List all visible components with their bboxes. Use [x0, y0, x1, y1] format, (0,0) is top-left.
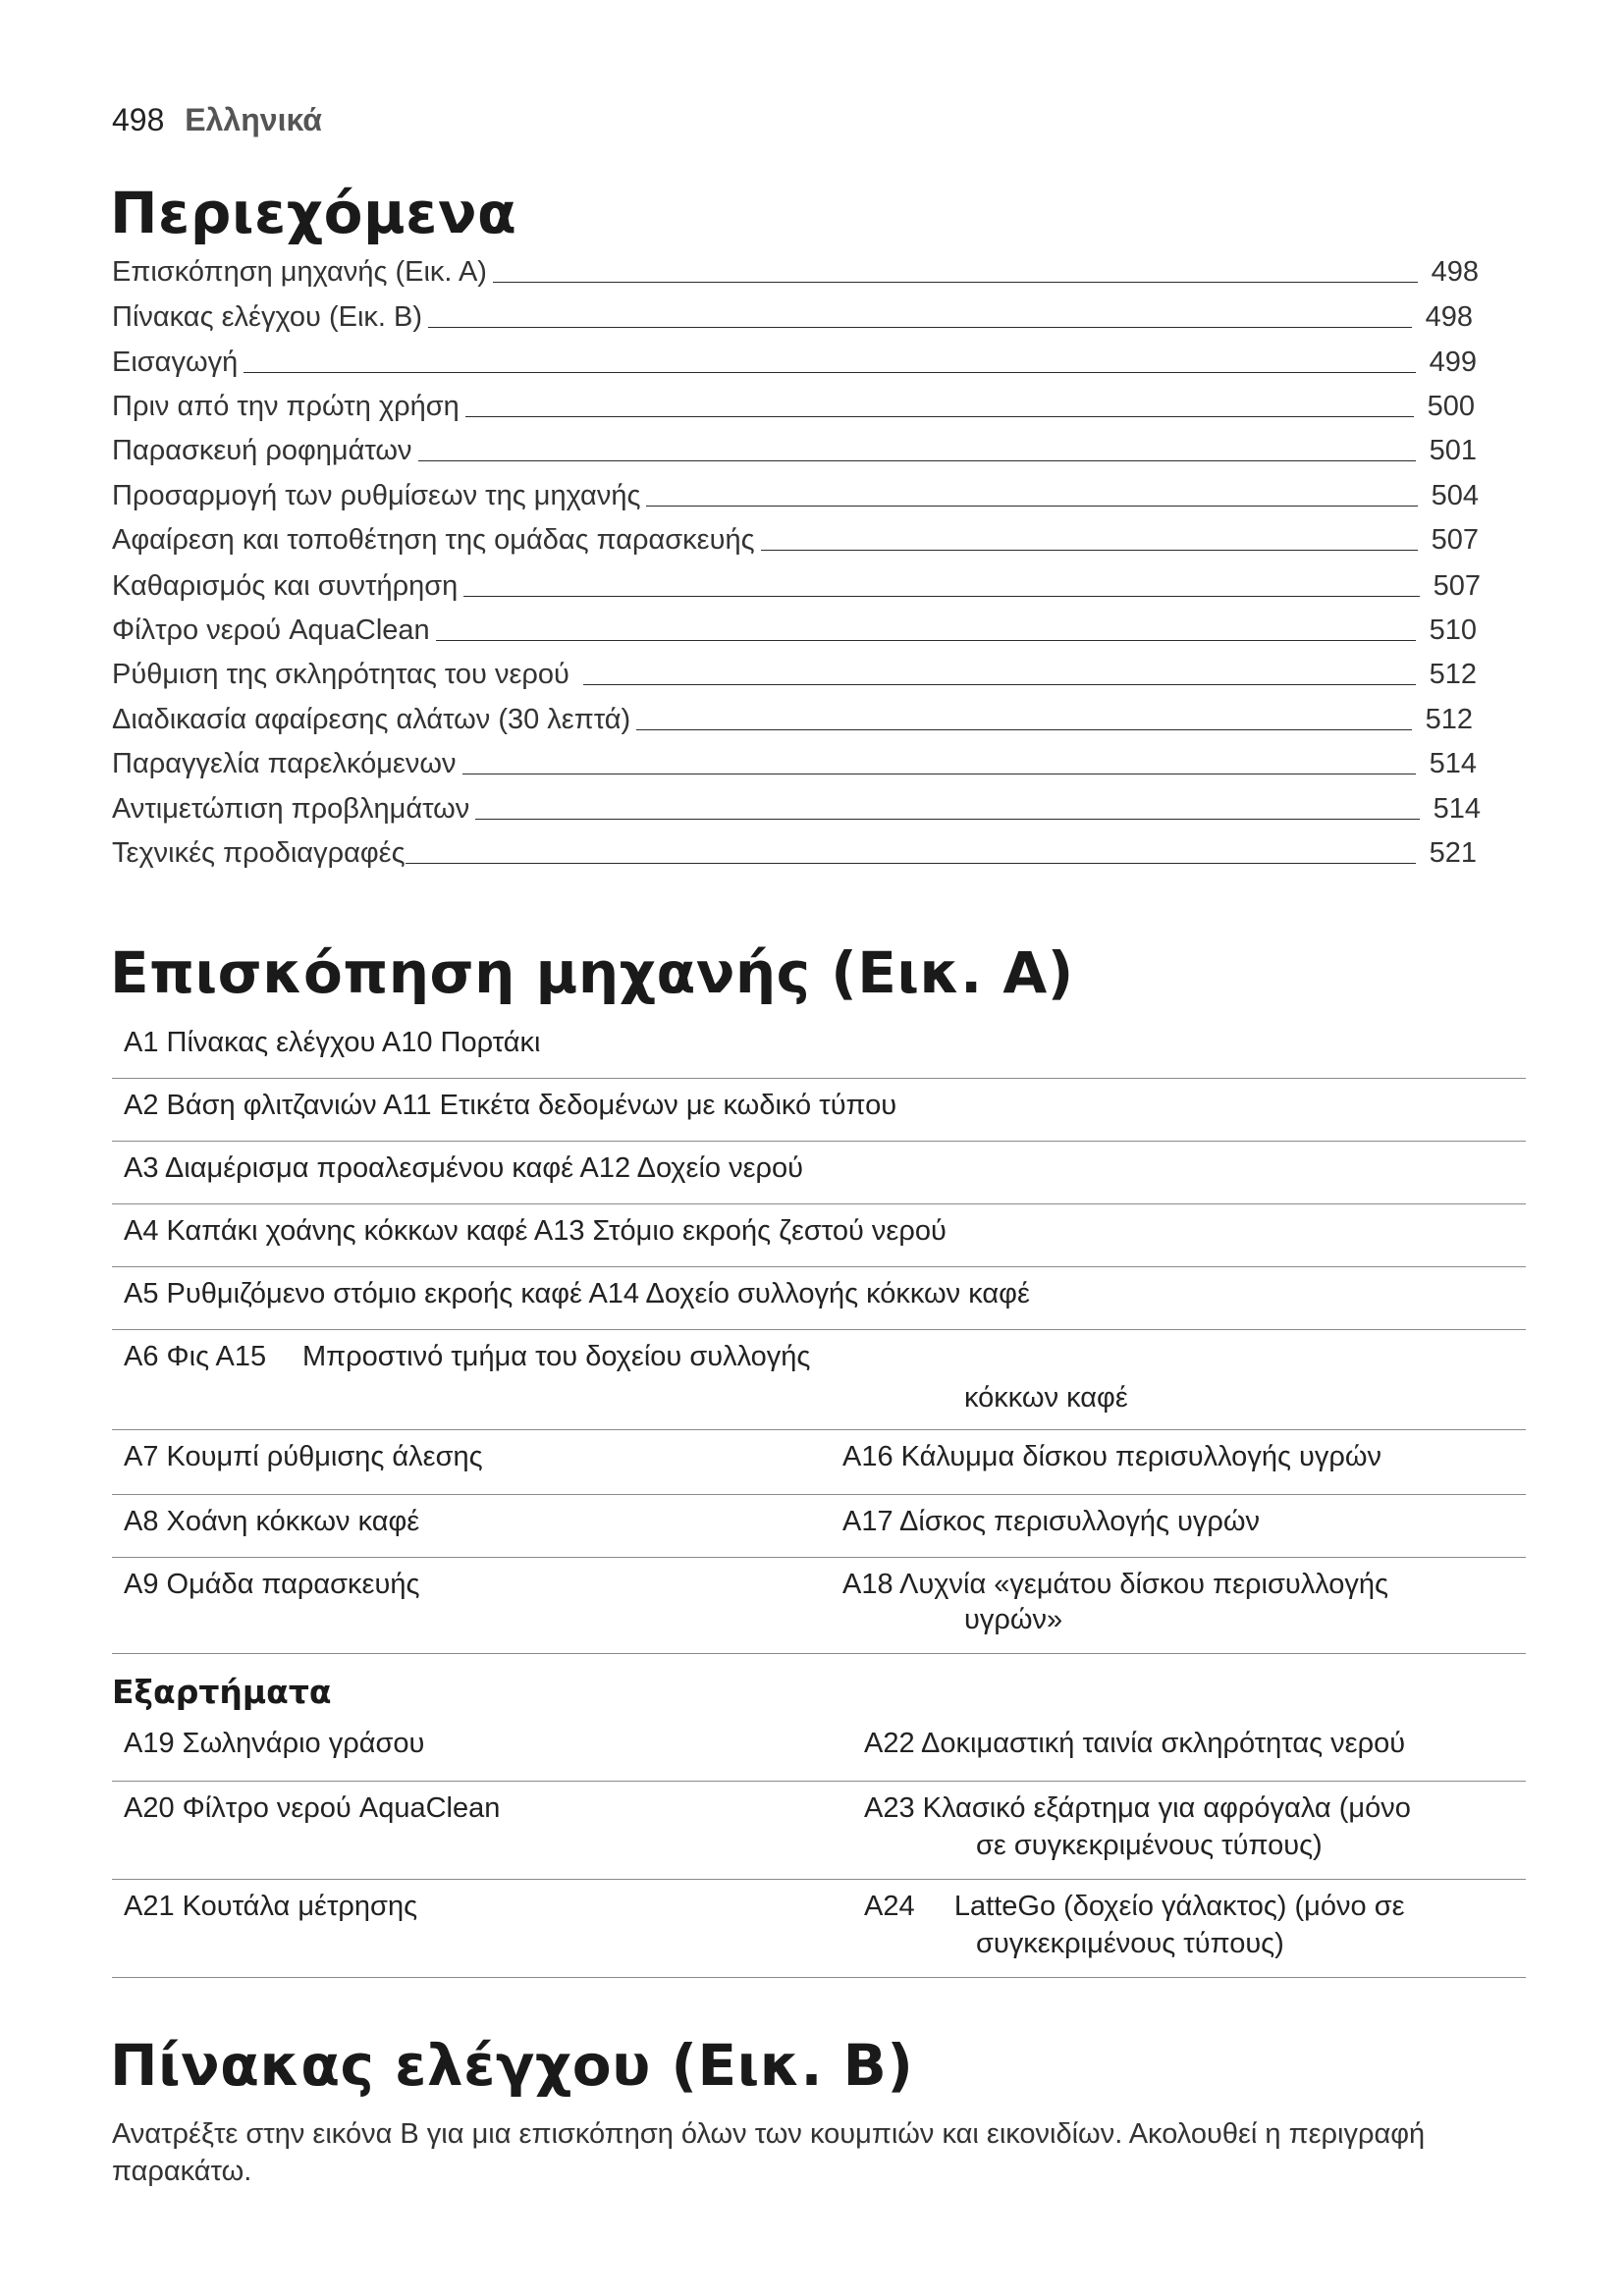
toc-entry-title: Καθαρισμός και συντήρηση: [112, 570, 459, 602]
toc-entry[interactable]: [112, 521, 1479, 557]
toc-entry[interactable]: [112, 298, 1473, 334]
toc-entry[interactable]: [112, 612, 1477, 647]
parts-row-text: Α3 Διαμέρισμα προαλεσμένου καφέ Α12 Δοχείο νερού: [124, 1152, 803, 1184]
toc-entry-title: Εισαγωγή: [112, 347, 239, 378]
toc-entry-title: Ρύθμιση της σκληρότητας του νερού: [112, 659, 569, 690]
toc-entry[interactable]: [112, 388, 1475, 423]
toc-leader-line: [244, 371, 1416, 373]
toc-entry-page: 507: [1433, 570, 1481, 602]
toc-entry-page: 521: [1429, 837, 1477, 869]
toc-leader-line: [418, 459, 1416, 461]
toc-entry-title: Διαδικασία αφαίρεσης αλάτων (30 λεπτά): [112, 704, 631, 735]
toc-leader-line: [475, 818, 1420, 820]
toc-entry[interactable]: [112, 253, 1479, 289]
toc-entry-title: Πίνακας ελέγχου (Εικ. Β): [112, 301, 422, 333]
control-panel-title: Πίνακας ελέγχου (Εικ. Β): [110, 2032, 914, 2099]
parts-row-text: Α1 Πίνακας ελέγχου Α10 Πορτάκι: [124, 1027, 541, 1058]
accessories-row: [112, 1881, 1526, 1978]
toc-leader-line: [493, 281, 1418, 283]
parts-row: [112, 1431, 1526, 1495]
running-header: [112, 102, 322, 138]
control-panel-intro: Ανατρέξτε στην εικόνα Β για μια επισκόπηση όλων των κουμπιών και εικονιδίων. Ακολουθεί η περιγραφή παρακάτω.: [112, 2118, 1426, 2187]
parts-row: [112, 1268, 1526, 1330]
accessories-title: Εξαρτήματα: [112, 1673, 332, 1711]
parts-row-text: Α6 Φις Α15: [124, 1341, 267, 1372]
page-number: 498: [112, 102, 165, 137]
parts-row: [112, 1017, 1526, 1079]
parts-row-left: Α8 Χοάνη κόκκων καφέ: [124, 1506, 420, 1537]
toc-entry[interactable]: [112, 701, 1473, 736]
parts-row: [112, 1080, 1526, 1142]
toc-leader-line: [636, 728, 1412, 730]
toc-entry[interactable]: [112, 656, 1477, 691]
accessories-row: [112, 1718, 1526, 1782]
toc-entry-page: 498: [1431, 256, 1479, 288]
toc-leader-line: [646, 505, 1418, 507]
toc-entry-title: Αντιμετώπιση προβλημάτων: [112, 793, 470, 825]
toc-entry[interactable]: [112, 567, 1481, 603]
toc-entry-title: Αφαίρεση και τοποθέτηση της ομάδας παρασκευής: [112, 524, 755, 556]
toc-entry-page: 498: [1425, 301, 1473, 333]
toc-entry-page: 514: [1433, 793, 1481, 825]
toc-entry-page: 514: [1429, 748, 1477, 779]
toc-entry-title: Φίλτρο νερού AquaClean: [112, 614, 430, 646]
parts-row-left: Α9 Ομάδα παρασκευής: [124, 1569, 420, 1600]
toc-entry-title: Παρασκευή ροφημάτων: [112, 435, 412, 466]
toc-leader-line: [436, 639, 1416, 641]
parts-row: [112, 1143, 1526, 1204]
machine-overview-title: Επισκόπηση μηχανής (Εικ. Α): [110, 939, 1074, 1006]
toc-entry-page: 504: [1431, 480, 1479, 511]
parts-row: [112, 1496, 1526, 1558]
toc-entry-title: Τεχνικές προδιαγραφές: [112, 837, 406, 869]
accessory-continuation: συγκεκριμένους τύπους): [976, 1928, 1284, 1959]
language-label: Ελληνικά: [185, 102, 322, 137]
toc-entry-title: Προσαρμογή των ρυθμίσεων της μηχανής: [112, 480, 641, 511]
parts-row: [112, 1559, 1526, 1654]
toc-entry-title: Επισκόπηση μηχανής (Εικ. Α): [112, 256, 487, 288]
toc-leader-line: [761, 549, 1418, 551]
accessory-right: Α23 Κλασικό εξάρτημα για αφρόγαλα (μόνο: [864, 1792, 1411, 1824]
toc-entry-title: Παραγγελία παρελκόμενων: [112, 748, 457, 779]
parts-row-text: Α2 Βάση φλιτζανιών Α11 Ετικέτα δεδομένων με κωδικό τύπου: [124, 1090, 897, 1121]
toc-entry[interactable]: [112, 790, 1481, 826]
toc-entry[interactable]: [112, 745, 1477, 780]
parts-row: [112, 1205, 1526, 1267]
parts-row-left: Α7 Κουμπί ρύθμισης άλεσης: [124, 1441, 483, 1472]
toc-title: Περιεχόμενα: [110, 180, 517, 246]
toc-leader-line: [462, 773, 1416, 774]
toc-entry[interactable]: [112, 834, 1477, 870]
parts-row-continuation: κόκκων καφέ: [964, 1382, 1128, 1414]
toc-entry-page: 510: [1429, 614, 1477, 646]
toc-leader-line: [428, 326, 1412, 328]
accessory-left: Α19 Σωληνάριο γράσου: [124, 1728, 425, 1759]
toc-leader-line: [463, 595, 1420, 597]
parts-row-text: Α4 Καπάκι χοάνης κόκκων καφέ Α13 Στόμιο εκροής ζεστού νερού: [124, 1215, 947, 1247]
toc-entry-page: 501: [1429, 435, 1477, 466]
toc-entry-page: 499: [1429, 347, 1477, 378]
toc-entry-title: Πριν από την πρώτη χρήση: [112, 391, 460, 422]
parts-row-text: Μπροστινό τμήμα του δοχείου συλλογής: [302, 1341, 811, 1372]
toc-entry[interactable]: [112, 477, 1479, 512]
parts-row-continuation: υγρών»: [964, 1604, 1063, 1635]
toc-entry-page: 507: [1431, 524, 1479, 556]
toc-entry-page: 512: [1425, 704, 1473, 735]
toc-leader-line: [465, 415, 1414, 417]
parts-row: [112, 1331, 1526, 1430]
accessory-left: Α21 Κουτάλα μέτρησης: [124, 1891, 418, 1922]
accessory-right: Α24 LatteGo (δοχείο γάλακτος) (μόνο σε: [864, 1891, 1405, 1922]
parts-row-right: Α17 Δίσκος περισυλλογής υγρών: [842, 1506, 1261, 1537]
accessory-left: Α20 Φίλτρο νερού AquaClean: [124, 1792, 501, 1824]
toc-entry-page: 512: [1429, 659, 1477, 690]
accessories-row: [112, 1783, 1526, 1880]
toc-entry[interactable]: [112, 344, 1477, 379]
toc-entry[interactable]: [112, 432, 1477, 467]
accessory-right: Α22 Δοκιμαστική ταινία σκληρότητας νερού: [864, 1728, 1406, 1759]
parts-row-right: Α18 Λυχνία «γεμάτου δίσκου περισυλλογής: [842, 1569, 1388, 1600]
parts-row-right: Α16 Κάλυμμα δίσκου περισυλλογής υγρών: [842, 1441, 1381, 1472]
toc-leader-line: [406, 862, 1416, 864]
accessory-continuation: σε συγκεκριμένους τύπους): [976, 1830, 1323, 1861]
toc-entry-page: 500: [1427, 391, 1475, 422]
toc-leader-line: [583, 683, 1416, 685]
parts-row-text: Α5 Ρυθμιζόμενο στόμιο εκροής καφέ Α14 Δοχείο συλλογής κόκκων καφέ: [124, 1278, 1030, 1309]
